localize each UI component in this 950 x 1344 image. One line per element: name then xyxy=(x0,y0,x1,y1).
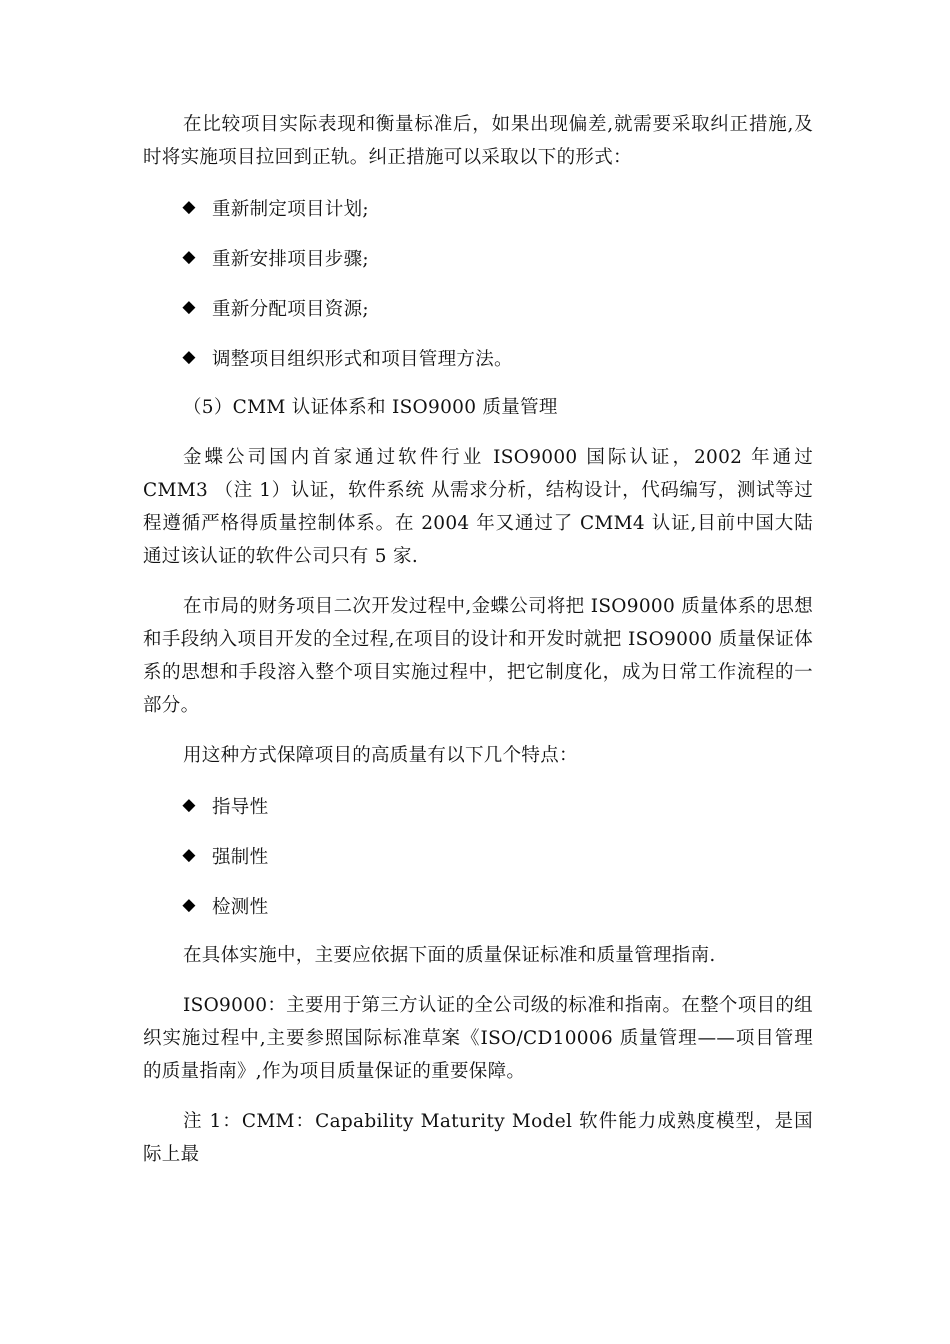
list-item-text: 调整项目组织形式和项目管理方法。 xyxy=(212,348,513,370)
diamond-bullet-icon: ◆ xyxy=(182,895,196,915)
diamond-bullet-icon: ◆ xyxy=(182,347,196,367)
intro-paragraph: 在比较项目实际表现和衡量标准后，如果出现偏差,就需要采取纠正措施,及时将实施项目拉回到正轨。纠正措施可以采取以下的形式： xyxy=(143,114,813,168)
footnote-paragraph: 注 1：CMM：Capability Maturity Model 软件能力成熟度模型，是国际上最 xyxy=(143,1111,813,1165)
list-item-text: 强制性 xyxy=(212,846,269,868)
corrective-measures-list xyxy=(143,191,813,374)
diamond-bullet-icon: ◆ xyxy=(182,297,196,317)
list-item xyxy=(143,241,813,274)
standards-intro-paragraph: 在具体实施中，主要应依据下面的质量保证标准和质量管理指南. xyxy=(183,945,716,966)
section-heading: （5）CMM 认证体系和 ISO9000 质量管理 xyxy=(183,397,558,418)
list-item-text: 重新制定项目计划; xyxy=(212,198,369,220)
list-item xyxy=(143,889,813,922)
list-item-text: 重新分配项目资源; xyxy=(212,298,369,320)
list-item xyxy=(143,341,813,374)
diamond-bullet-icon: ◆ xyxy=(182,795,196,815)
diamond-bullet-icon: ◆ xyxy=(182,247,196,267)
certification-paragraph: 金蝶公司国内首家通过软件行业 ISO9000 国际认证，2002 年通过 CMM3 （注 1）认证，软件系统 从需求分析，结构设计，代码编写，测试等过程遵循严格得质量控制体系。在 2004 年又通过了 CMM4 认证,目前中国大陆通过该认证的软件公司只有 5 家. xyxy=(143,447,813,567)
list-item xyxy=(143,191,813,224)
features-list xyxy=(143,789,813,922)
features-intro-paragraph: 用这种方式保障项目的高质量有以下几个特点： xyxy=(183,745,578,766)
document-body xyxy=(143,108,813,1188)
iso9000-process-paragraph: 在市局的财务项目二次开发过程中,金蝶公司将把 ISO9000 质量体系的思想和手段纳入项目开发的全过程,在项目的设计和开发时就把 ISO9000 质量保证体系的思想和手段溶入整个项目实施过程中，把它制度化，成为日常工作流程的一部分。 xyxy=(143,596,813,716)
diamond-bullet-icon: ◆ xyxy=(182,197,196,217)
list-item-text: 指导性 xyxy=(212,796,269,818)
list-item-text: 重新安排项目步骤; xyxy=(212,248,369,270)
list-item xyxy=(143,839,813,872)
list-item xyxy=(143,789,813,822)
diamond-bullet-icon: ◆ xyxy=(182,845,196,865)
iso9000-definition-paragraph: ISO9000：主要用于第三方认证的全公司级的标准和指南。在整个项目的组织实施过程中,主要参照国际标准草案《ISO/CD10006 质量管理——项目管理的质量指南》,作为项目质量保证的重要保障。 xyxy=(143,995,813,1082)
list-item-text: 检测性 xyxy=(212,896,269,918)
list-item xyxy=(143,291,813,324)
